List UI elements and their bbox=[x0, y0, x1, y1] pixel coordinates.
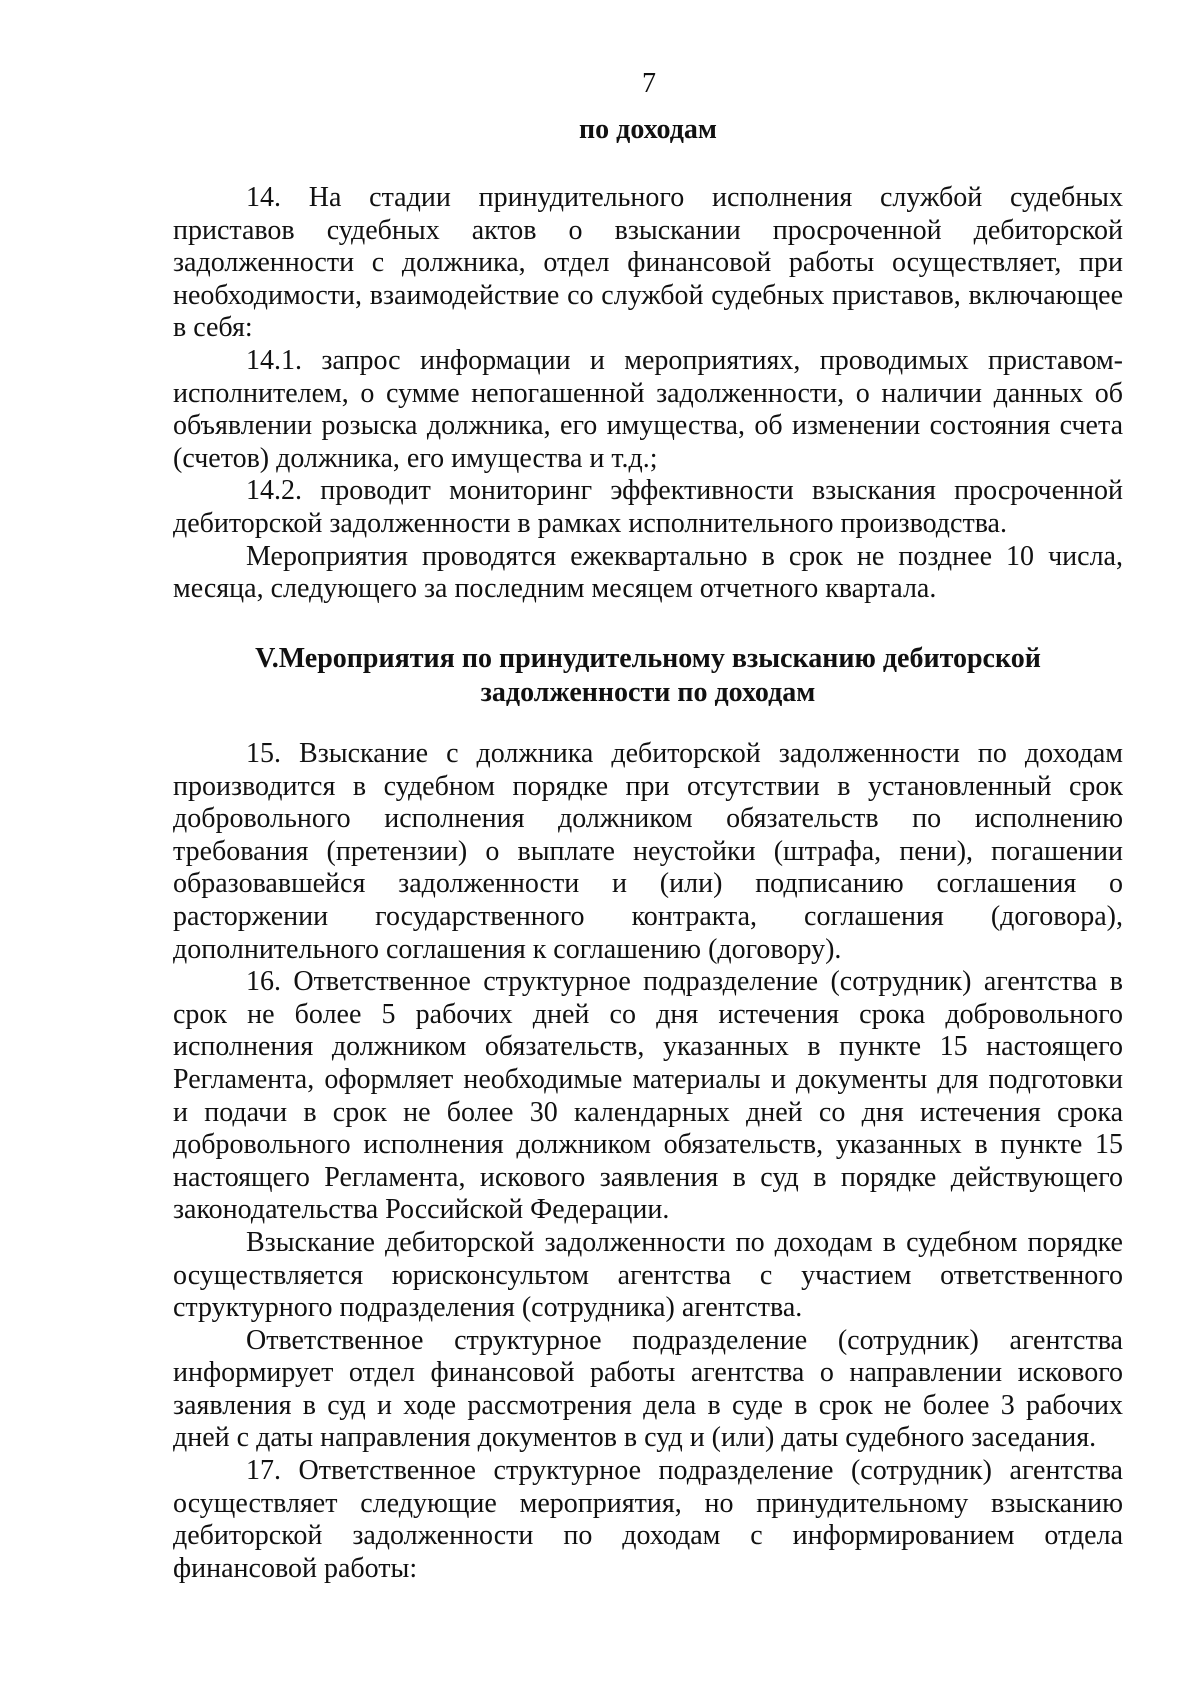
paragraph-quarterly-schedule: Мероприятия проводятся ежеквартально в срок не позднее 10 числа, месяца, следующего за последним месяцем отчетного квартала. bbox=[173, 540, 1123, 605]
paragraph-17: 17. Ответственное структурное подразделение (сотрудник) агентства осуществляет следующие мероприятия, но принудительному взысканию дебиторской задолженности по доходам с информированием отдела финансовой работы: bbox=[173, 1455, 1123, 1584]
paragraph-15: 15. Взыскание с должника дебиторской задолженности по доходам производится в судебном порядке при отсутствии в установленный срок добровольного исполнения должником обязательств по исполнению требования (претензии) о выплате неустойки (штрафа, пени), погашении образовавшейся задолженности и (или) подписанию соглашения о расторжении государственного контракта, соглашения (договора), дополнительного соглашения к соглашению (договору). bbox=[173, 738, 1123, 965]
paragraph-informing: Ответственное структурное подразделение (сотрудник) агентства информирует отдел финансовой работы агентства о направлении искового заявления в суд и ходе рассмотрения дела в суде в срок не более 3 рабочих дней с даты направления документов в суд и (или) даты судебного заседания. bbox=[173, 1324, 1123, 1454]
section-v-heading-line2: задолженности по доходам bbox=[480, 677, 816, 708]
section-iv-body bbox=[173, 182, 1123, 606]
paragraph-14-1: 14.1. запрос информации и мероприятиях, проводимых приставом-исполнителем, о сумме непогашенной задолженности, о наличии данных об объявлении розыска должника, его имущества, об изменении состояния счета (счетов) должника, его имущества и т.д.; bbox=[173, 344, 1123, 474]
section-v-body bbox=[173, 738, 1123, 1585]
page-number: 7 bbox=[642, 68, 656, 99]
section-v-heading-line1: V.Мероприятия по принудительному взысканию дебиторской bbox=[255, 643, 1041, 674]
paragraph-14: 14. На стадии принудительного исполнения службой судебных приставов судебных актов о взыскании просроченной дебиторской задолженности с должника, отдел финансовой работы осуществляет, при необходимости, взаимодействие со службой судебных приставов, включающее в себя: bbox=[173, 182, 1123, 344]
section-v-heading bbox=[173, 642, 1123, 710]
paragraph-16: 16. Ответственное структурное подразделение (сотрудник) агентства в срок не более 5 рабочих дней со дня истечения срока добровольного исполнения должником обязательств, указанных в пункте 15 настоящего Регламента, оформляет необходимые материалы и документы для подготовки и подачи в срок не более 30 календарных дней со дня истечения срока добровольного исполнения должником обязательств, указанных в пункте 15 настоящего Регламента, искового заявления в суд в порядке действующего законодательства Российской Федерации. bbox=[173, 966, 1123, 1226]
paragraph-14-2: 14.2. проводит мониторинг эффективности взыскания просроченной дебиторской задолженности в рамках исполнительного производства. bbox=[173, 475, 1123, 539]
continued-heading: по доходам bbox=[579, 114, 717, 145]
paragraph-court-recovery: Взыскание дебиторской задолженности по доходам в судебном порядке осуществляется юрисконсультом агентства с участием ответственного структурного подразделения (сотрудника) агентства. bbox=[173, 1226, 1123, 1324]
